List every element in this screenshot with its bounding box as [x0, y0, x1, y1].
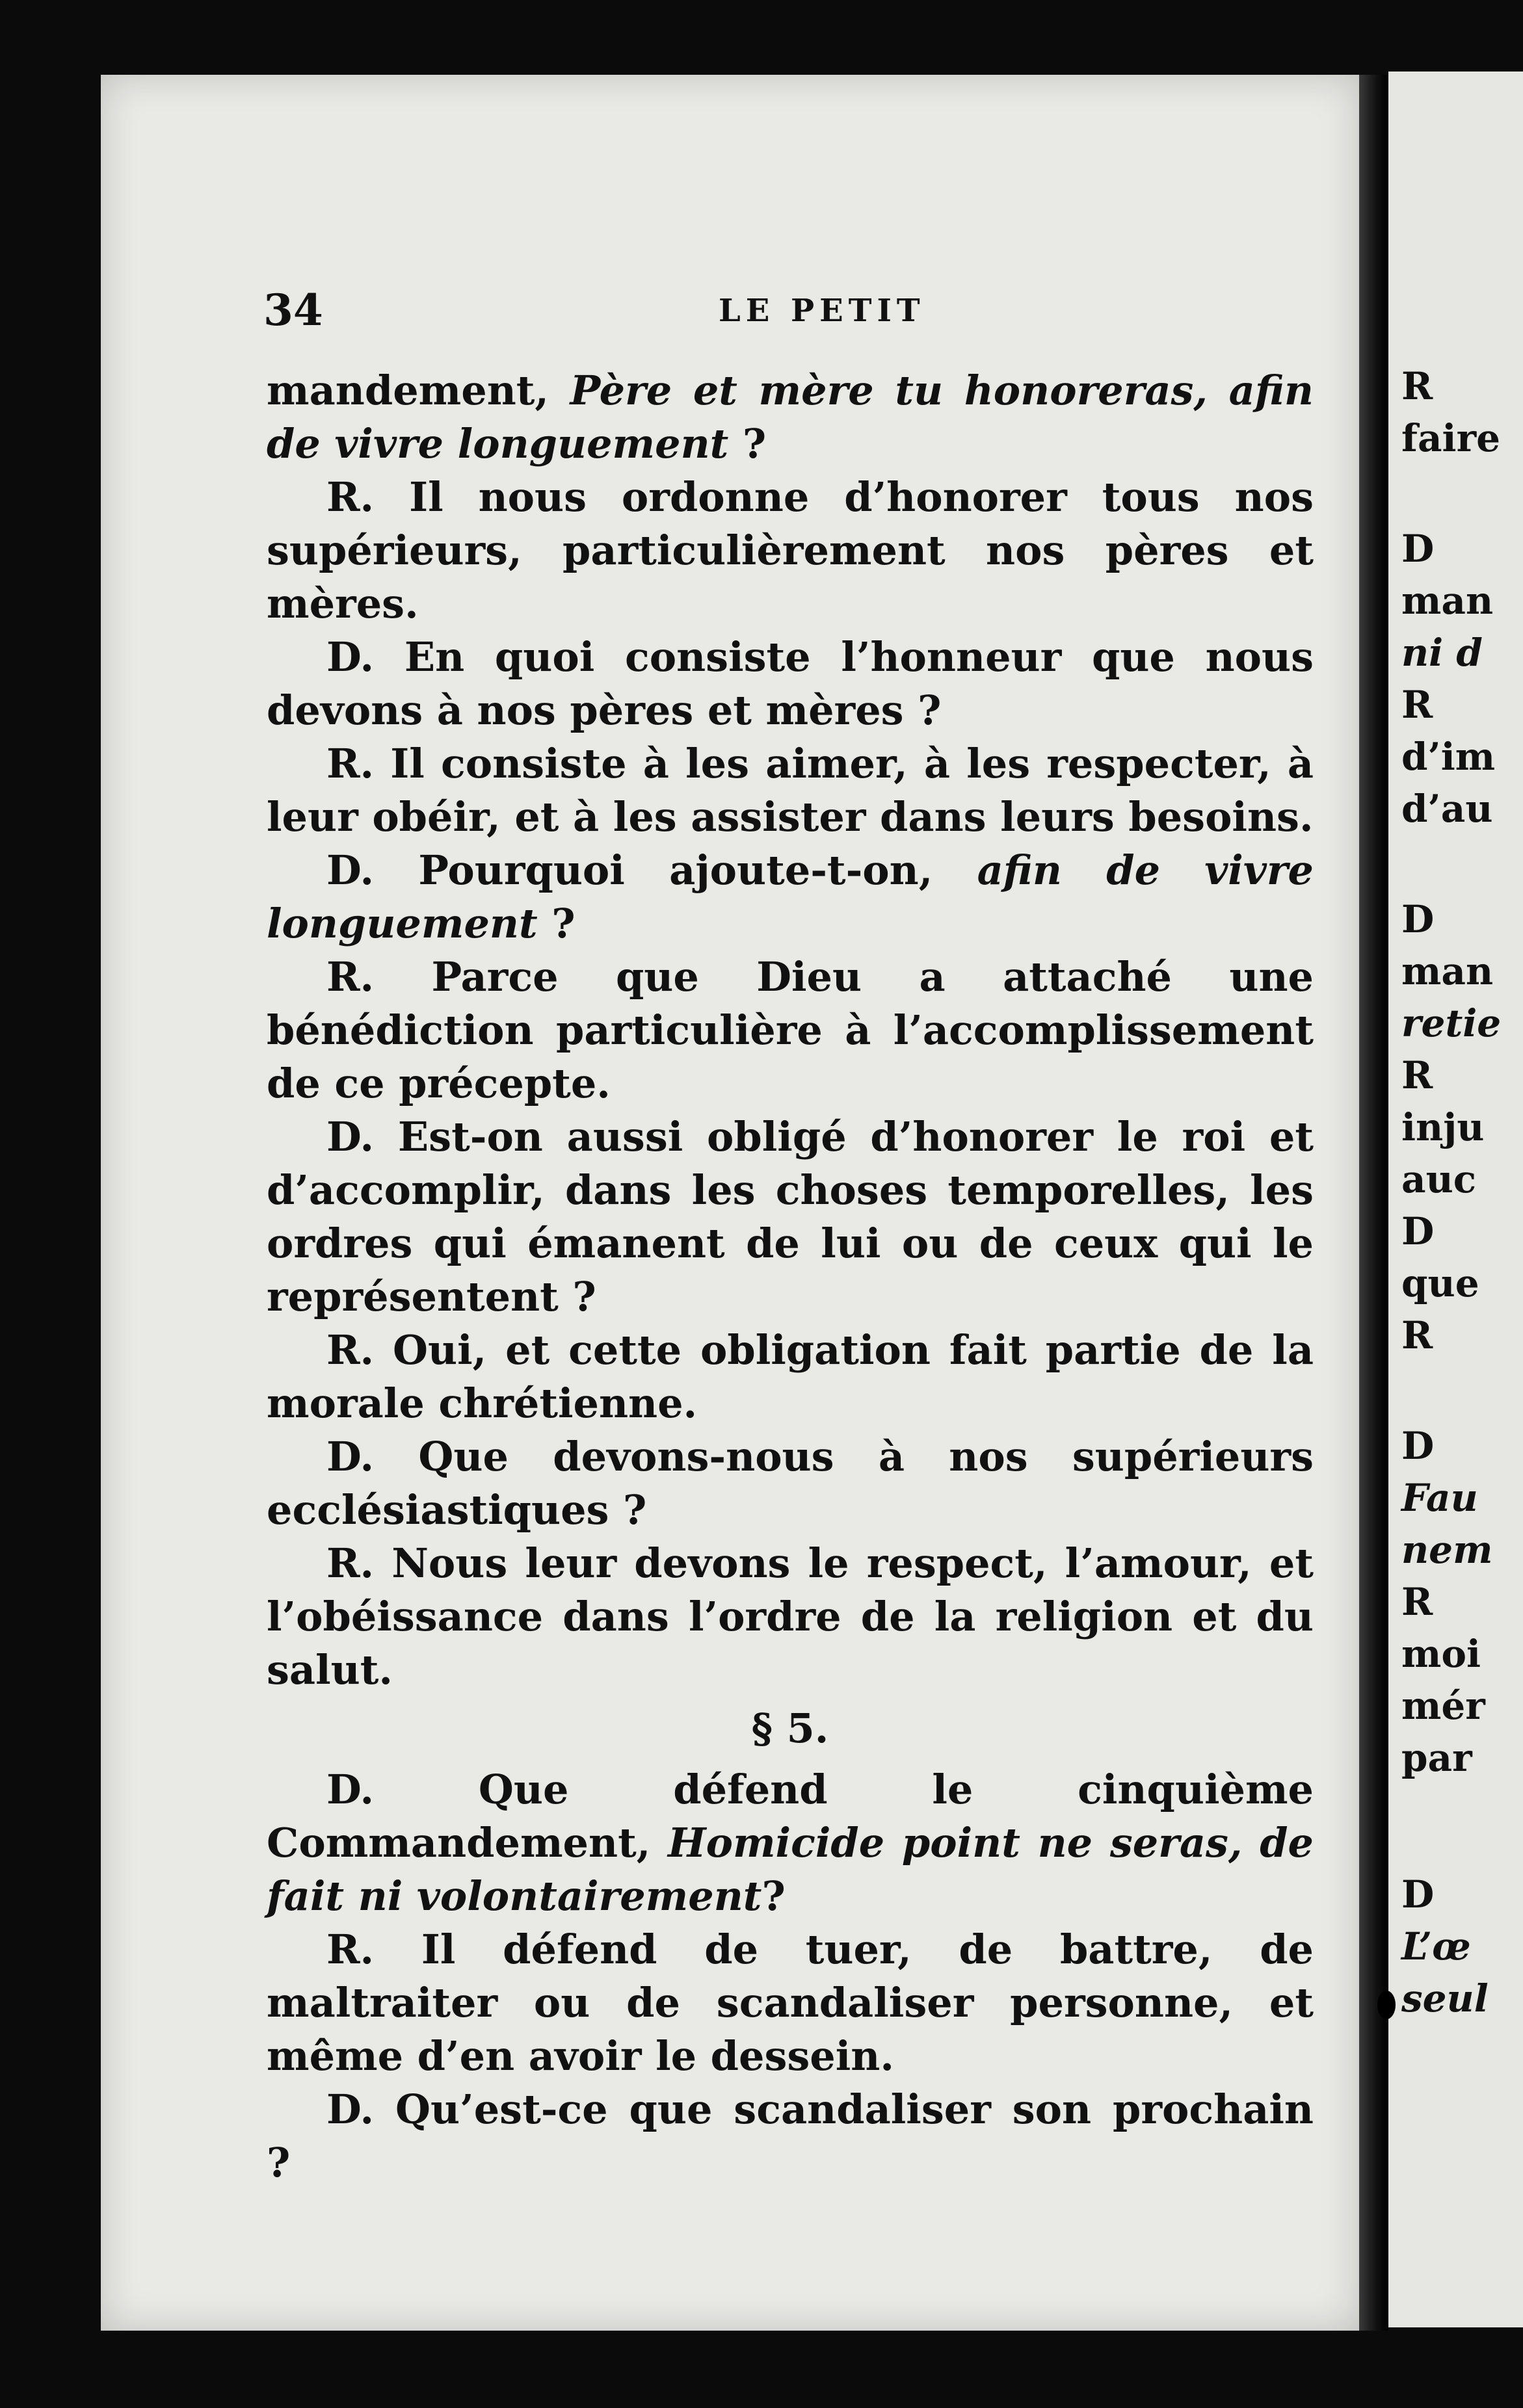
text-run: R. Parce que Dieu a attaché une bénédiction particulière à l’accomplissement de ce précepte. — [267, 953, 1314, 1107]
text-run: ? — [728, 420, 767, 467]
right-page-fragment: seul — [1401, 1976, 1489, 2021]
right-page-fragment: faire — [1401, 416, 1501, 460]
section-heading — [267, 1702, 1314, 1755]
right-page-fragment: R — [1401, 1580, 1433, 1624]
text-run: D. En quoi consiste l’honneur que nous devons à nos pères et mères ? — [267, 633, 1314, 734]
paragraph — [267, 1430, 1314, 1537]
paragraph — [267, 1537, 1314, 1697]
text-run: R. Il nous ordonne d’honorer tous nos supérieurs, particulièrement nos pères et mères. — [267, 473, 1314, 627]
paragraph — [267, 737, 1314, 844]
right-page-fragment: R — [1401, 1053, 1433, 1097]
right-page-fragment: Fau — [1401, 1476, 1478, 1520]
paragraph — [267, 2083, 1314, 2190]
italic-text: Père et mère tu honoreras, afin de vivre longuement — [267, 367, 1314, 467]
italic-text: Homicide point ne seras, de fait ni volontairement — [267, 1819, 1314, 1920]
right-page-fragment: d’im — [1401, 735, 1496, 779]
right-page-fragment: man — [1401, 579, 1494, 623]
page-number: 34 — [263, 285, 323, 335]
paragraph — [267, 1110, 1314, 1324]
right-page-fragment: d’au — [1401, 787, 1493, 831]
body-text — [267, 364, 1314, 2190]
text-run: D. Est-on aussi obligé d’honorer le roi et d’accomplir, dans les choses temporelles, les ordres qui émanent de lui ou de ceux qui le représentent ? — [267, 1113, 1314, 1320]
running-head: LE PETIT — [719, 293, 925, 329]
right-page-fragment: L’œ — [1401, 1924, 1471, 1969]
text-run: D. Qu’est-ce que scandaliser son prochain ? — [267, 2086, 1314, 2186]
right-page-fragment: par — [1401, 1736, 1472, 1780]
right-page-fragment: D — [1401, 897, 1435, 941]
paragraph — [267, 950, 1314, 1110]
text-run: D. Que défend le cinquième Commandement, — [267, 1766, 1314, 1866]
right-page-fragment: auc — [1401, 1157, 1477, 1201]
italic-text: afin de vivre longuement — [267, 846, 1314, 947]
paragraph — [267, 471, 1314, 631]
text-run: § 5. — [751, 1705, 829, 1752]
text-run: mandement, — [267, 367, 570, 414]
right-page-fragment: retie — [1401, 1001, 1502, 1045]
right-page-fragment: R — [1401, 1313, 1433, 1357]
right-page-fragment: ni d — [1401, 631, 1483, 675]
text-run: R. Il défend de tuer, de battre, de maltraiter ou de scandaliser personne, et même d’en avoir le dessein. — [267, 1926, 1314, 2080]
right-page-fragment: R — [1401, 683, 1433, 727]
right-page-fragment: inju — [1401, 1105, 1485, 1149]
right-page-fragment: D — [1401, 1872, 1435, 1917]
paragraph — [267, 364, 1314, 471]
paragraph — [267, 631, 1314, 737]
text-run: ? — [762, 1872, 786, 1920]
book-page-right — [1388, 72, 1523, 2327]
text-run: D. Pourquoi ajoute-t-on, — [326, 846, 977, 894]
right-page-fragment: mér — [1401, 1684, 1485, 1728]
text-run: R. Nous leur devons le respect, l’amour, et l’obéissance dans l’ordre de la religion et du salut. — [267, 1539, 1314, 1694]
text-run: R. Il consiste à les aimer, à les respecter, à leur obéir, et à les assister dans leurs besoins. — [267, 740, 1314, 841]
right-page-fragment: R — [1401, 364, 1433, 408]
right-page-fragment: man — [1401, 949, 1494, 993]
right-page-fragment: nem — [1401, 1528, 1493, 1572]
right-page-fragment: D — [1401, 1209, 1435, 1253]
text-run: ? — [537, 900, 576, 947]
page-header — [263, 285, 1291, 337]
text-run: R. Oui, et cette obligation fait partie de la morale chrétienne. — [267, 1326, 1314, 1427]
paragraph — [267, 1923, 1314, 2083]
right-page-fragment: D — [1401, 1424, 1435, 1468]
ink-blot — [1377, 1991, 1396, 2019]
paragraph — [267, 844, 1314, 950]
paragraph — [267, 1763, 1314, 1923]
right-page-fragment: moi — [1401, 1632, 1481, 1676]
paragraph — [267, 1324, 1314, 1430]
right-page-fragment: D — [1401, 527, 1435, 571]
right-page-fragment: que — [1401, 1261, 1479, 1305]
text-run: D. Que devons-nous à nos supérieurs ecclésiastiques ? — [267, 1433, 1314, 1534]
